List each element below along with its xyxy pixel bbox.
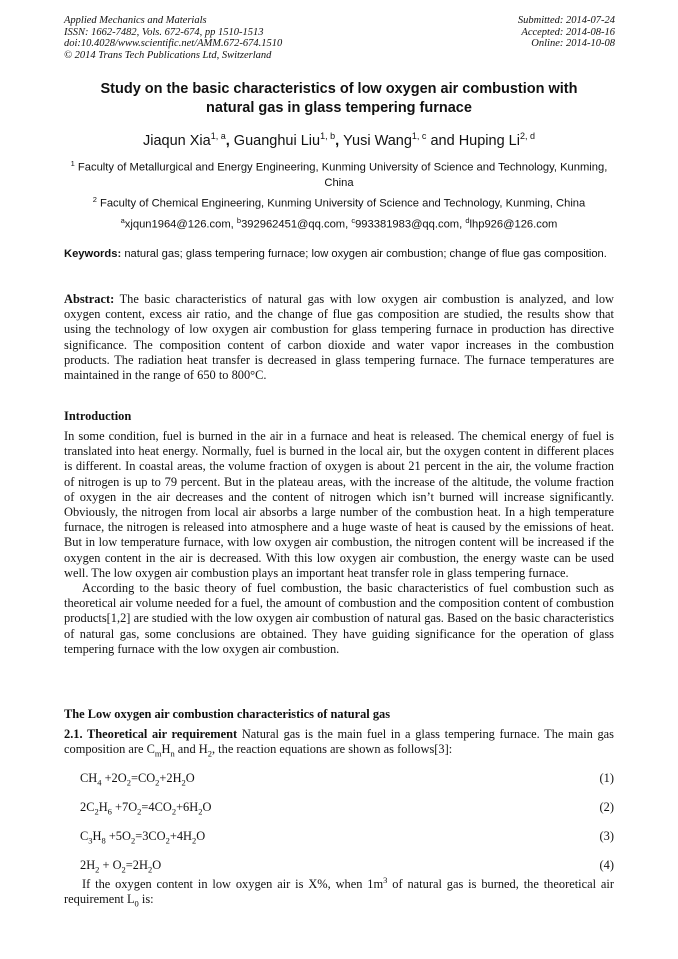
copyright-line: © 2014 Trans Tech Publications Ltd, Switzerland (64, 49, 272, 61)
subsection-text: Natural gas is the main fuel in a glass tempering furnace. The main gas composition are C (64, 727, 615, 757)
section-heading-introduction: Introduction (64, 409, 132, 423)
affiliation-sup: 1 (70, 159, 75, 168)
section-heading-2: The Low oxygen air combustion characteristics of natural gas (64, 707, 391, 721)
author-sup: 1, c (411, 131, 427, 141)
author-name: Jiaqun Xia (143, 132, 211, 149)
sub-0: 0 (134, 898, 139, 909)
text-and-h: and H (177, 742, 208, 757)
email-address[interactable]: 392962451@qq.com (241, 218, 346, 231)
author-and: and (430, 132, 455, 149)
author-name: Yusi Wang (343, 132, 412, 149)
journal-header-left (64, 15, 282, 61)
equation-number: (1) (599, 771, 614, 785)
equation-number: (4) (599, 858, 614, 872)
subsection-text: , the reaction equations are shown as follows[3]: (211, 742, 453, 757)
email-list: $^a$xjqun1964@126.com, $^b$392962451@qq.com, $^c$993381983@qq.com, $^d$lhp926@126.com (120, 216, 558, 231)
final-text: of natural gas is burned, the theoretical (392, 877, 597, 892)
journal-name: Applied Mechanics and Materials (64, 15, 207, 26)
accepted-date: Accepted: 2014-08-16 (521, 26, 615, 38)
affiliation-2 (64, 192, 614, 212)
sub-n: n (170, 748, 175, 759)
intro-paragraph-1: In some condition, fuel is burned in the air in a furnace and heat is released. The chemical energy of fuel is translated into heat energy. Normally, fuel is burned in the local air, but the oxygen content in different places is different. In coastal areas, the volume fraction of oxygen is about 21 percent in the air, the volume fraction of nitrogen is up to 79 percent. But in the plateau areas, with the increase of the altitude, the volume fraction of oxygen in the air decreases and the content of nitrogen which isn’t burned will increase significantly. Obviously, the nitrogen from local air absorbs a large number of the combustion heat. In a high temperature furnace, the nitrogen is released into atmosphere and a huge waste of heat is caused by the emissions of heat. But in low temperature furnace, with low oxygen air combustion, the nitrogen content will be increased if the oxygen content in the air is decreased. With this low oxygen air combustion, the energy waste can be used well. The low oxygen air combustion plays an important heat transfer role in glass tempering furnace. (64, 429, 614, 580)
sub-m: m (154, 748, 162, 759)
affiliation-text: Faculty of Chemical Engineering, Kunming University of Science and Technology, Kunming, China (100, 197, 586, 210)
online-date: Online: 2014-10-08 (531, 38, 615, 49)
final-paragraph (64, 873, 614, 912)
sub-2: 2 (207, 748, 212, 759)
affiliation-sup: 2 (92, 195, 97, 204)
abstract-text: The basic characteristics of natural gas with low oxygen air combustion is analyzed, and low oxygen content, excess air ratio, and the change of flue gas composition are studied, the results show that using the technology of low oxygen air combustion for glass tempering furnace in production has directive significance. The composition content of carbon dioxide and water vapor increases in the combustion products. The radiation heat transfer is decreased in glass tempering furnace. The furnace temperatures are maintained in the range of 650 to 800°C. (64, 292, 614, 383)
equation-3 (80, 829, 614, 848)
email-address[interactable]: xjqun1964@126.com (124, 218, 231, 231)
subsection-2-1 (64, 727, 614, 762)
author-list: Jiaqun Xia$^{1, a}$, Guanghui Liu$^{1, b}$, Yusi Wang$^{1, c}$ and Huping Li$^{2, d}$ (143, 131, 535, 149)
final-text: If the oxygen content in low oxygen air is X%, when 1m (82, 877, 384, 892)
equation-expression: $2C_2H_6 +7O_2=4CO_2+6H_2O$ (80, 800, 212, 817)
keywords-text: natural gas; glass tempering furnace; low oxygen air combustion; change of flue gas composition. (124, 248, 607, 260)
equation-expression: $2H_2 + O_2=2H_2O$ (80, 858, 162, 875)
email-sup: b (236, 216, 242, 225)
abstract-label: Abstract: (64, 292, 115, 306)
final-text: is: (141, 892, 154, 907)
author-sup: 1, a (210, 131, 226, 141)
keywords (64, 247, 614, 262)
introduction-body (64, 429, 614, 657)
title-line-2: natural gas in glass tempering furnace (206, 100, 472, 116)
sup-3: 3 (383, 875, 388, 885)
submitted-date: Submitted: 2014-07-24 (517, 15, 615, 26)
final-text: air requirement L (64, 877, 614, 907)
equation-2 (80, 800, 614, 819)
email-sup: c (351, 216, 356, 225)
author-name: Huping Li (458, 132, 520, 149)
equation-number: (2) (599, 800, 614, 814)
author-sup: 2, d (519, 131, 535, 141)
author-name: Guanghui Liu (233, 132, 321, 149)
email-sup: a (120, 216, 125, 225)
email-sup: d (465, 216, 470, 225)
doi-line: doi:10.4028/www.scientific.net/AMM.672-674.1510 (64, 38, 283, 49)
abstract (64, 292, 614, 383)
email-address[interactable]: 993381983@qq.com (355, 218, 460, 231)
intro-paragraph-2: According to the basic theory of fuel combustion, the basic characteristics of fuel combustion such as theoretical air volume needed for a fuel, the amount of combustion and the composition content of combustion products[1,2] are studied with the low oxygen air combustion of natural gas. Based on the basic characteristics of natural gas, some conclusions are obtained. They have guiding significance for the operation of glass tempering furnace with the low oxygen air combustion. (64, 581, 614, 656)
email-address[interactable]: lhp926@126.com (469, 218, 558, 231)
equation-expression: $CH_4 +2O_2=CO_2+2H_2O$ (80, 771, 195, 788)
subsection-2-1-label: 2.1. Theoretical air requirement (64, 727, 238, 741)
equation-expression: $C_3H_8 +5O_2=3CO_2+4H_2O$ (80, 829, 206, 846)
issn-line: ISSN: 1662-7482, Vols. 672-674, pp 1510-1513 (64, 26, 264, 38)
paper-title (64, 80, 614, 118)
journal-header-right (518, 15, 615, 50)
title-line-1: Study on the basic characteristics of low oxygen air combustion with (100, 81, 578, 97)
equation-number: (3) (599, 829, 614, 843)
affiliation-text: Faculty of Metallurgical and Energy Engineering, Kunming University of Science and Technology, Kunming, China (77, 161, 608, 189)
text-h: H (161, 742, 171, 757)
author-sup: 1, b (320, 131, 336, 141)
affiliation-1 (64, 156, 614, 191)
equation-1 (80, 771, 614, 790)
keywords-label: Keywords: (64, 248, 122, 260)
